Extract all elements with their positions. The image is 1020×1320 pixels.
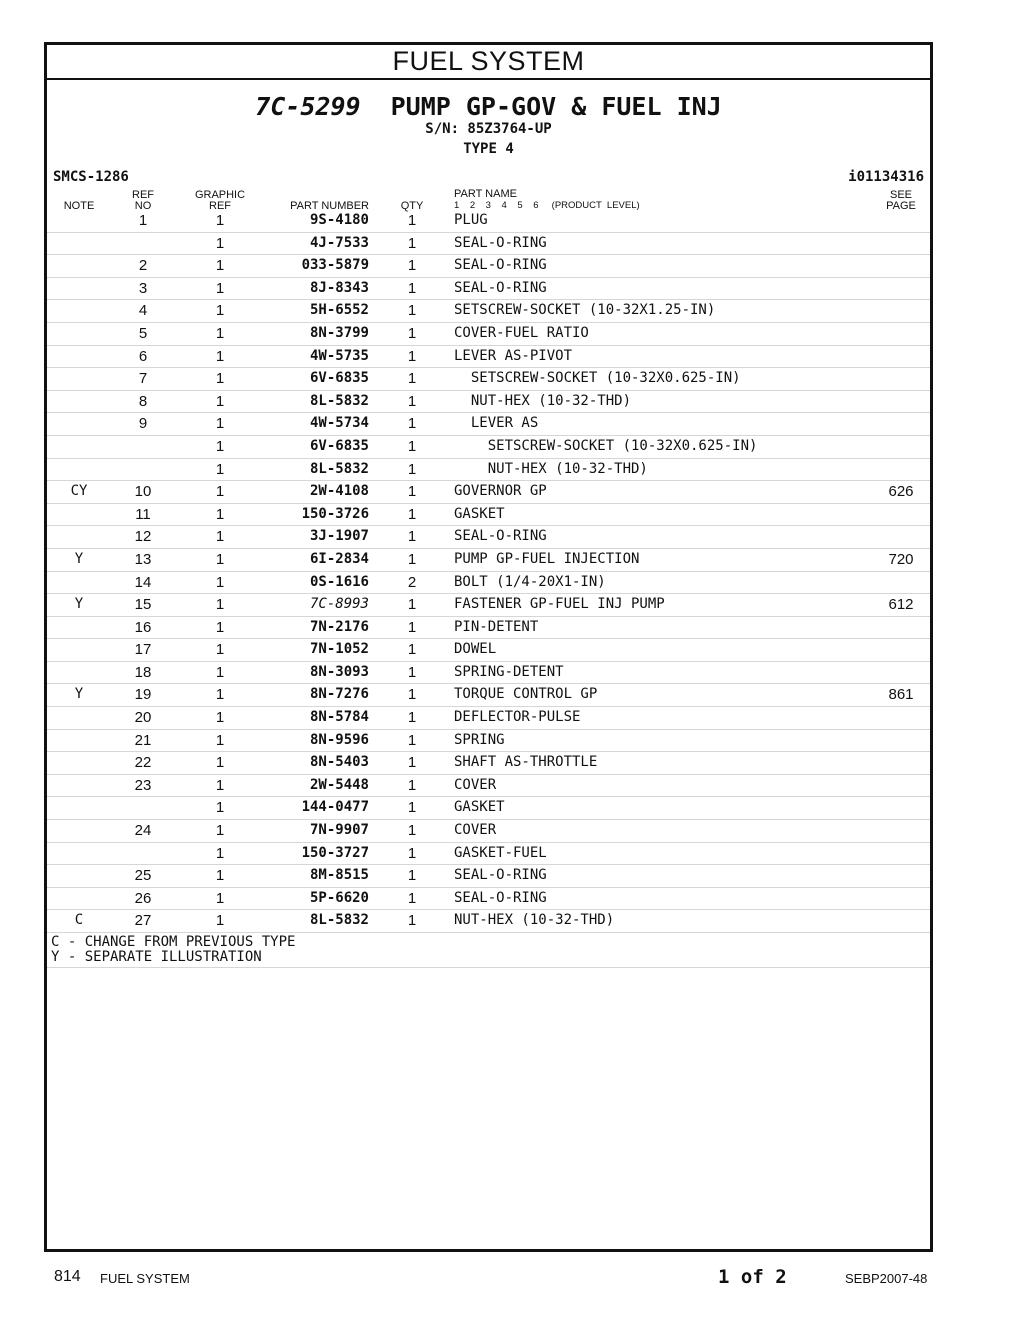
header-see-top: SEE: [889, 189, 912, 201]
group-name: PUMP GP-GOV & FUEL INJ: [390, 92, 722, 121]
row-note: Y: [74, 686, 84, 703]
row-graphic-ref: 1: [215, 415, 225, 433]
table-row: [47, 323, 930, 346]
row-graphic-ref: 1: [215, 889, 225, 907]
table-row: [47, 413, 930, 436]
row-ref-no: 17: [134, 641, 152, 659]
row-ref-no: 11: [135, 505, 151, 523]
row-part-name: SHAFT AS-THROTTLE: [454, 754, 598, 771]
row-part-name: DEFLECTOR-PULSE: [454, 709, 581, 726]
header-graphic-bottom: REF: [209, 200, 231, 212]
row-qty: 1: [407, 731, 417, 749]
table-row: [47, 481, 930, 504]
row-ref-no: 12: [134, 528, 152, 546]
row-part-number: 6I-2834: [309, 550, 369, 567]
row-part-name: NUT-HEX (10-32-THD): [454, 912, 615, 929]
row-graphic-ref: 1: [215, 279, 225, 297]
row-part-number: 8M-8515: [309, 867, 369, 884]
row-part-name: NUT-HEX (10-32-THD): [454, 392, 632, 409]
row-part-number: 2W-5448: [309, 776, 369, 793]
serial-number: S/N: 85Z3764-UP: [425, 121, 552, 137]
table-row: [47, 662, 930, 685]
table-row: [47, 210, 930, 233]
row-note: Y: [74, 550, 84, 567]
row-graphic-ref: 1: [215, 822, 225, 840]
row-part-name: SEAL-O-RING: [454, 234, 547, 251]
header-ref-top: REF: [132, 189, 154, 201]
header-part-name: PART NAME: [454, 188, 517, 200]
column-headers: [47, 190, 930, 212]
table-row: [47, 730, 930, 753]
row-part-name: GOVERNOR GP: [454, 483, 547, 500]
row-ref-no: 18: [134, 663, 152, 681]
row-qty: 1: [407, 596, 417, 614]
row-ref-no: 9: [138, 415, 148, 433]
row-part-number: 8N-3093: [309, 663, 369, 680]
row-ref-no: 13: [134, 550, 152, 568]
row-qty: 1: [407, 844, 417, 862]
row-qty: 1: [407, 641, 417, 659]
row-qty: 1: [407, 889, 417, 907]
page-footer: [0, 1266, 1020, 1296]
row-see-page: 720: [888, 550, 914, 568]
row-ref-no: 8: [138, 392, 148, 410]
illustration-id: i01134316: [848, 169, 924, 185]
row-part-number: 6V-6835: [309, 370, 369, 387]
row-graphic-ref: 1: [215, 483, 225, 501]
row-part-number: 2W-4108: [309, 483, 369, 500]
row-ref-no: 16: [134, 618, 152, 636]
row-qty: 1: [407, 663, 417, 681]
footer-page-number: 814: [54, 1268, 81, 1285]
row-graphic-ref: 1: [215, 505, 225, 523]
row-ref-no: 24: [134, 822, 152, 840]
table-row: [47, 594, 930, 617]
section-title: FUEL SYSTEM: [47, 45, 930, 80]
header-qty: QTY: [400, 200, 424, 212]
row-part-number: 8N-9596: [309, 731, 369, 748]
row-graphic-ref: 1: [215, 437, 225, 455]
row-qty: 1: [407, 550, 417, 568]
row-note: CY: [70, 483, 88, 500]
table-row: [47, 775, 930, 798]
row-part-number: 8N-5403: [309, 754, 369, 771]
row-graphic-ref: 1: [215, 302, 225, 320]
row-graphic-ref: 1: [215, 641, 225, 659]
row-qty: 1: [407, 686, 417, 704]
header-graphic-top: GRAPHIC: [194, 189, 246, 201]
row-graphic-ref: 1: [215, 212, 225, 229]
row-qty: 1: [407, 392, 417, 410]
table-row: [47, 572, 930, 595]
row-graphic-ref: 1: [215, 776, 225, 794]
row-part-number: 4W-5734: [309, 415, 369, 432]
row-part-name: SPRING: [454, 731, 505, 748]
row-graphic-ref: 1: [215, 663, 225, 681]
row-part-name: COVER: [454, 776, 497, 793]
row-ref-no: 3: [138, 279, 148, 297]
row-ref-no: 6: [138, 347, 148, 365]
table-row: [47, 865, 930, 888]
row-part-name: SEAL-O-RING: [454, 257, 547, 274]
table-row: [47, 278, 930, 301]
row-qty: 1: [407, 528, 417, 546]
row-see-page: 626: [888, 483, 914, 501]
row-graphic-ref: 1: [215, 347, 225, 365]
row-qty: 1: [407, 302, 417, 320]
row-graphic-ref: 1: [215, 392, 225, 410]
group-part-number: 7C-5299: [255, 92, 361, 121]
row-qty: 1: [407, 324, 417, 342]
row-qty: 1: [407, 709, 417, 727]
row-part-number: 150-3726: [301, 505, 369, 522]
row-qty: 1: [407, 483, 417, 501]
table-row: [47, 504, 930, 527]
row-qty: 1: [407, 867, 417, 885]
row-graphic-ref: 1: [215, 370, 225, 388]
row-part-name: SETSCREW-SOCKET (10-32X0.625-IN): [454, 370, 741, 387]
footer-doc-id: SEBP2007-48: [845, 1271, 928, 1286]
row-part-number: 7N-9907: [309, 822, 369, 839]
header-product-levels: 1 2 3 4 5 6 (PRODUCT LEVEL): [454, 200, 640, 211]
row-part-number: 8N-7276: [309, 686, 369, 703]
footer-section: FUEL SYSTEM: [100, 1271, 190, 1286]
row-qty: 1: [407, 754, 417, 772]
row-ref-no: 20: [134, 709, 152, 727]
row-qty: 1: [407, 505, 417, 523]
row-part-name: DOWEL: [454, 641, 497, 658]
row-part-number: 6V-6835: [309, 437, 369, 454]
row-part-name: GASKET: [454, 799, 505, 816]
row-part-number: 8N-5784: [309, 709, 369, 726]
row-note: C: [74, 912, 84, 929]
table-row: [47, 910, 930, 933]
row-ref-no: 10: [134, 483, 152, 501]
legend-note: C - CHANGE FROM PREVIOUS TYPE: [51, 934, 296, 950]
row-part-number: 7N-2176: [309, 618, 369, 635]
row-see-page: 612: [888, 596, 914, 614]
row-qty: 1: [407, 822, 417, 840]
row-see-page: 861: [888, 686, 914, 704]
row-graphic-ref: 1: [215, 324, 225, 342]
row-ref-no: 2: [138, 257, 148, 275]
table-row: [47, 391, 930, 414]
row-graphic-ref: 1: [215, 867, 225, 885]
row-graphic-ref: 1: [215, 709, 225, 727]
row-graphic-ref: 1: [215, 754, 225, 772]
row-ref-no: 19: [134, 686, 152, 704]
row-qty: 1: [407, 279, 417, 297]
row-part-number: 7N-1052: [309, 641, 369, 658]
header-part-number: PART NUMBER: [290, 200, 369, 212]
row-part-name: LEVER AS: [454, 415, 539, 432]
row-part-number: 033-5879: [301, 257, 369, 274]
row-part-number: 0S-1616: [309, 573, 369, 590]
table-row: [47, 459, 930, 482]
row-part-name: BOLT (1/4-20X1-IN): [454, 573, 606, 590]
row-graphic-ref: 1: [215, 618, 225, 636]
row-ref-no: 1: [138, 212, 148, 229]
row-qty: 1: [407, 415, 417, 433]
row-qty: 1: [407, 912, 417, 930]
row-part-number: 7C-8993: [309, 596, 369, 613]
row-part-name: SETSCREW-SOCKET (10-32X1.25-IN): [454, 302, 716, 319]
row-ref-no: 5: [138, 324, 148, 342]
row-part-number: 150-3727: [301, 844, 369, 861]
row-part-name: LEVER AS-PIVOT: [454, 347, 573, 364]
row-qty: 1: [407, 776, 417, 794]
row-graphic-ref: 1: [215, 596, 225, 614]
row-part-name: COVER-FUEL RATIO: [454, 324, 589, 341]
row-qty: 1: [407, 234, 417, 252]
row-ref-no: 21: [134, 731, 152, 749]
row-part-name: NUT-HEX (10-32-THD): [454, 460, 648, 477]
table-row: [47, 233, 930, 256]
row-qty: 2: [407, 573, 417, 591]
row-graphic-ref: 1: [215, 257, 225, 275]
row-ref-no: 26: [134, 889, 152, 907]
header-see-bottom: PAGE: [886, 200, 916, 212]
row-part-number: 144-0477: [301, 799, 369, 816]
row-part-name: SEAL-O-RING: [454, 528, 547, 545]
row-qty: 1: [407, 799, 417, 817]
group-type: TYPE 4: [463, 141, 514, 157]
parts-list: [47, 210, 930, 968]
header-ref-bottom: NO: [134, 200, 152, 212]
table-row: [47, 436, 930, 459]
row-part-name: FASTENER GP-FUEL INJ PUMP: [454, 596, 665, 613]
row-qty: 1: [407, 257, 417, 275]
row-part-name: SETSCREW-SOCKET (10-32X0.625-IN): [454, 437, 758, 454]
row-ref-no: 27: [134, 912, 152, 930]
table-row: [47, 707, 930, 730]
row-ref-no: 4: [138, 302, 148, 320]
group-title: [47, 92, 930, 121]
table-row: [47, 820, 930, 843]
row-part-name: SEAL-O-RING: [454, 279, 547, 296]
row-ref-no: 23: [134, 776, 152, 794]
table-row: [47, 639, 930, 662]
row-part-number: 8L-5832: [309, 460, 369, 477]
row-part-name: TORQUE CONTROL GP: [454, 686, 598, 703]
group-header: [47, 80, 930, 212]
table-row: [47, 255, 930, 278]
row-graphic-ref: 1: [215, 686, 225, 704]
row-graphic-ref: 1: [215, 799, 225, 817]
row-ref-no: 22: [134, 754, 152, 772]
table-row: [47, 684, 930, 707]
table-row: [47, 888, 930, 911]
row-qty: 1: [407, 347, 417, 365]
page-frame: [44, 42, 933, 1252]
row-graphic-ref: 1: [215, 912, 225, 930]
row-ref-no: 25: [134, 867, 152, 885]
row-graphic-ref: 1: [215, 573, 225, 591]
row-qty: 1: [407, 212, 417, 229]
row-part-number: 3J-1907: [309, 528, 369, 545]
row-graphic-ref: 1: [215, 528, 225, 546]
row-part-number: 5P-6620: [309, 889, 369, 906]
row-graphic-ref: 1: [215, 731, 225, 749]
table-row: [47, 752, 930, 775]
row-part-name: SEAL-O-RING: [454, 867, 547, 884]
row-part-name: SEAL-O-RING: [454, 889, 547, 906]
row-part-number: 8J-8343: [309, 279, 369, 296]
row-part-number: 5H-6552: [309, 302, 369, 319]
table-row: [47, 300, 930, 323]
table-row: [47, 526, 930, 549]
row-part-name: PUMP GP-FUEL INJECTION: [454, 550, 640, 567]
table-row: [47, 549, 930, 572]
row-ref-no: 14: [134, 573, 152, 591]
row-part-name: GASKET: [454, 505, 505, 522]
smcs-code: SMCS-1286: [53, 169, 129, 185]
row-part-number: 4J-7533: [309, 234, 369, 251]
table-row: [47, 368, 930, 391]
row-part-number: 9S-4180: [309, 212, 369, 228]
row-qty: 1: [407, 437, 417, 455]
table-row: [47, 797, 930, 820]
row-part-name: SPRING-DETENT: [454, 663, 564, 680]
legend-note: Y - SEPARATE ILLUSTRATION: [51, 949, 262, 965]
row-part-name: PIN-DETENT: [454, 618, 539, 635]
row-part-number: 4W-5735: [309, 347, 369, 364]
row-part-name: COVER: [454, 822, 497, 839]
table-row: [47, 843, 930, 866]
row-graphic-ref: 1: [215, 550, 225, 568]
table-row: [47, 346, 930, 369]
row-graphic-ref: 1: [215, 844, 225, 862]
row-graphic-ref: 1: [215, 460, 225, 478]
legend-notes: [47, 933, 930, 968]
row-qty: 1: [407, 460, 417, 478]
row-part-name: GASKET-FUEL: [454, 844, 547, 861]
row-graphic-ref: 1: [215, 234, 225, 252]
row-part-name: PLUG: [454, 212, 488, 228]
row-part-number: 8L-5832: [309, 912, 369, 929]
row-qty: 1: [407, 618, 417, 636]
table-row: [47, 617, 930, 640]
row-ref-no: 7: [138, 370, 148, 388]
row-qty: 1: [407, 370, 417, 388]
row-ref-no: 15: [134, 596, 152, 614]
row-note: Y: [74, 596, 84, 613]
row-part-number: 8L-5832: [309, 392, 369, 409]
header-note: NOTE: [63, 200, 95, 212]
row-part-number: 8N-3799: [309, 324, 369, 341]
footer-page-of: 1 of 2: [718, 1266, 787, 1288]
